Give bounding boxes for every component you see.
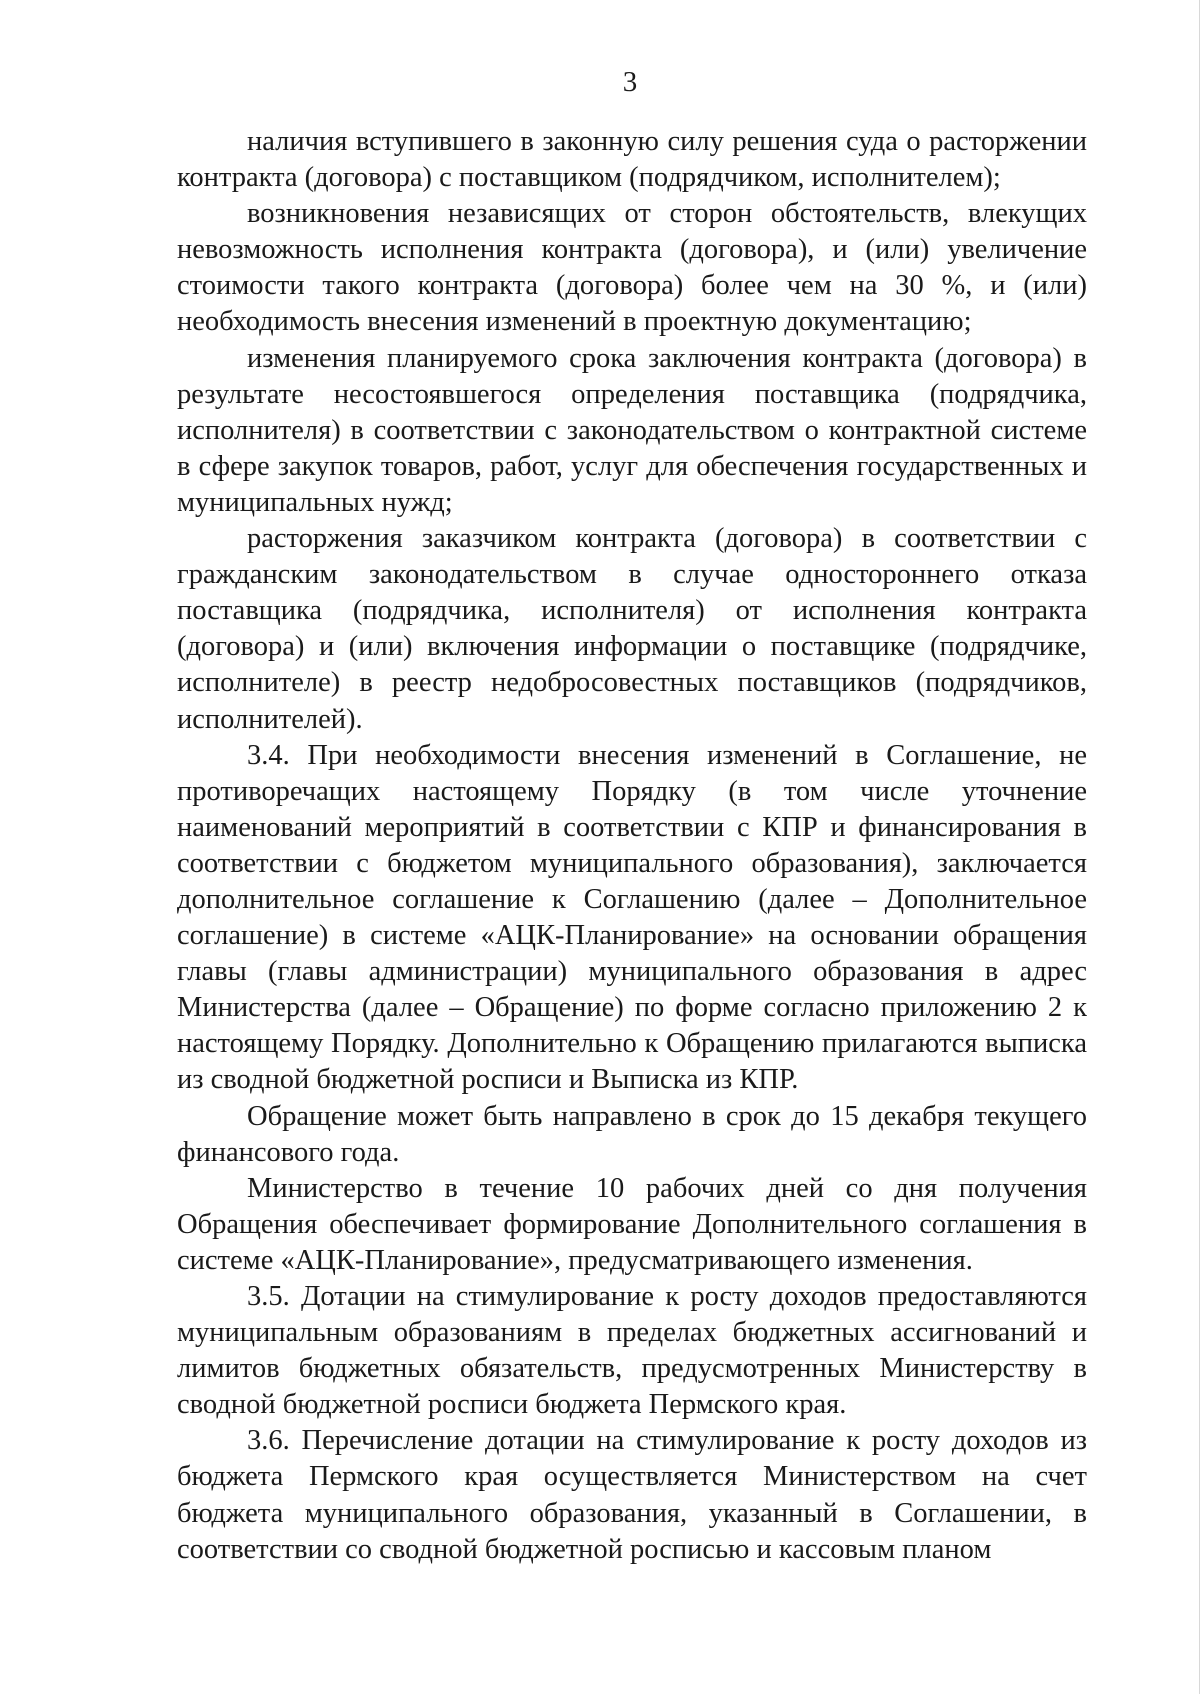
paragraph-planned-term-change: изменения планируемого срока заключения контракта (договора) в результате несостоявшегося определения поставщика (подрядчика, исполнителя) в соответствии с законодательством о контрактной системе в сфере закупок товаров, работ, услуг для обеспечения государственных и муниципальных нужд; [177,342,1087,518]
paragraph-independent-circumstances: возникновения независящих от сторон обстоятельств, влекущих невозможность исполнения контракта (договора), и (или) увеличение стоимости такого контракта (договора) более чем на 30 %, и (или) необходимость внесения изменений в проектную документацию; [177,198,1087,338]
document-body [177,124,1087,1568]
paragraph-3-6-transfer: 3.6. Перечисление дотации на стимулирование к росту доходов из бюджета Пермского края осуществляется Министерством на счет бюджета муниципального образования, указанный в Соглашении, в соответствии со сводной бюджетной росписью и кассовым планом [177,1425,1087,1565]
page-number: 3 [622,66,638,98]
paragraph-application-deadline: Обращение может быть направлено в срок до 15 декабря текущего финансового года. [177,1100,1087,1168]
paragraph-court-decision: наличия вступившего в законную силу решения суда о расторжении контракта (договора) с поставщиком (подрядчиком, исполнителем); [177,126,1087,194]
paragraph-3-4-amendments: 3.4. При необходимости внесения изменений в Соглашение, не противоречащих настоящему Порядку (в том числе уточнение наименований мероприятий в соответствии с КПР и финансирования в соответствии с бюджетом муниципального образования), заключается дополнительное соглашение к Соглашению (далее – Дополнительное соглашение) в системе «АЦК-Планирование» на основании обращения главы (главы администрации) муниципального образования в адрес Министерства (далее – Обращение) по форме согласно приложению 2 к настоящему Порядку. Дополнительно к Обращению прилагаются выписка из сводной бюджетной росписи и Выписка из КПР. [177,739,1087,1096]
paragraph-3-5-subsidies: 3.5. Дотации на стимулирование к росту доходов предоставляются муниципальным образованиям в пределах бюджетных ассигнований и лимитов бюджетных обязательств, предусмотренных Министерству в сводной бюджетной росписи бюджета Пермского края. [177,1281,1087,1421]
paragraph-contract-termination: расторжения заказчиком контракта (договора) в соответствии с гражданским законодательством в случае одностороннего отказа поставщика (подрядчика, исполнителя) от исполнения контракта (договора) и (или) включения информации о поставщике (подрядчике, исполнителе) в реестр недобросовестных поставщиков (подрядчиков, исполнителей). [177,523,1087,735]
paragraph-ministry-processing: Министерство в течение 10 рабочих дней со дня получения Обращения обеспечивает формирование Дополнительного соглашения в системе «АЦК-Планирование», предусматривающего изменения. [177,1172,1087,1276]
